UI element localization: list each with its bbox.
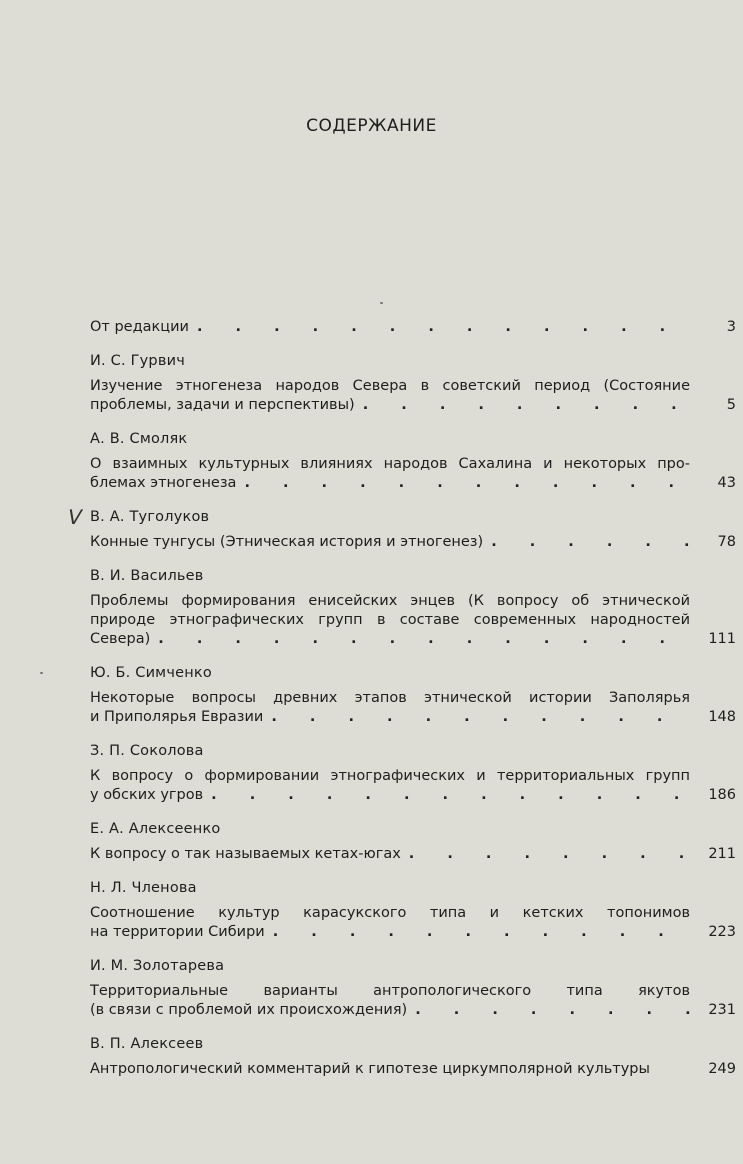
dot-leader	[271, 708, 690, 727]
page-number: 111	[708, 631, 736, 647]
toc-author: А. В. Смоляк	[90, 431, 188, 447]
toc-entry	[90, 665, 736, 727]
toc-title-last-line	[90, 1060, 690, 1079]
toc-title-text: (в связи с проблемой их происхождения)	[90, 1002, 408, 1018]
handwritten-checkmark: V	[65, 505, 85, 529]
page-number: 78	[717, 534, 736, 550]
toc-title-line: Изучение этногенеза народов Севера в советский период (Состояние	[90, 378, 690, 394]
page-number: 231	[708, 1002, 736, 1018]
toc-title-last-line	[90, 396, 690, 415]
toc-title-line: О взаимных культурных влияниях народов Сахалина и некоторых про-	[90, 456, 690, 472]
toc-article-title	[90, 533, 736, 552]
toc-author: И. С. Гурвич	[90, 353, 185, 369]
toc-title-text: Севера)	[90, 631, 151, 647]
page-number: 3	[726, 319, 736, 335]
toc-title-last-line	[90, 474, 690, 493]
toc-author: В. И. Васильев	[90, 568, 204, 584]
toc-author: Е. А. Алексеенко	[90, 821, 221, 837]
toc-title-text: От редакции	[90, 319, 189, 335]
toc-title-last-line	[90, 923, 690, 942]
toc-title-line: К вопросу о формировании этнографических и территориальных групп	[90, 768, 690, 784]
toc-title-last-line	[90, 1001, 690, 1020]
toc-article-title	[90, 982, 736, 1020]
page-title: СОДЕРЖАНИЕ	[306, 116, 437, 136]
toc-article-title	[90, 1060, 736, 1079]
toc-title-line: Территориальные варианты антропологического типа якутов	[90, 983, 690, 999]
toc-title-text: К вопросу о так называемых кетах-югах	[90, 846, 401, 862]
toc-title-last-line	[90, 845, 690, 864]
dot-leader	[491, 533, 690, 552]
dot-leader	[211, 786, 690, 805]
toc-title-text: Антропологический комментарий к гипотезе циркумполярной культуры	[90, 1061, 650, 1077]
toc-entry	[90, 318, 736, 337]
toc-author: Н. Л. Членова	[90, 880, 197, 896]
toc-article-title	[90, 377, 736, 415]
toc-article-title	[90, 689, 736, 727]
toc-author: В. П. Алексеев	[90, 1036, 204, 1052]
dot-leader	[409, 845, 690, 864]
toc-entry	[90, 509, 736, 552]
dot-leader	[244, 474, 690, 493]
toc-title-last-line	[90, 630, 690, 649]
dot-leader	[197, 318, 690, 337]
page-number: 223	[708, 924, 736, 940]
toc-entry	[90, 431, 736, 493]
page-number: 211	[708, 846, 736, 862]
dot-leader	[363, 396, 690, 415]
toc-title-last-line	[90, 708, 690, 727]
toc-title-text: и Приполярья Евразии	[90, 709, 264, 725]
toc-title-line: Соотношение культур карасукского типа и кетских топонимов	[90, 905, 690, 921]
toc-author: З. П. Соколова	[90, 743, 204, 759]
page-number: 148	[708, 709, 736, 725]
toc-title-line: Проблемы формирования енисейских энцев (К вопросу об этнической	[90, 593, 690, 609]
dot-leader	[273, 923, 690, 942]
toc-article-title	[90, 767, 736, 805]
toc-author: В. А. Туголуков	[90, 509, 210, 525]
page-number: 249	[708, 1061, 736, 1077]
toc-title-line: Некоторые вопросы древних этапов этнической истории Заполярья	[90, 690, 690, 706]
dot-leader	[158, 630, 690, 649]
paper-speck	[40, 672, 43, 674]
page-number: 5	[726, 397, 736, 413]
toc-article-title	[90, 592, 736, 649]
page-number: 186	[708, 787, 736, 803]
paper-speck	[380, 302, 383, 304]
toc-title-text: проблемы, задачи и перспективы)	[90, 397, 355, 413]
toc-title-text: на территории Сибири	[90, 924, 265, 940]
toc-title-line: природе этнографических групп в составе современных народностей	[90, 612, 690, 628]
toc-author: Ю. Б. Симченко	[90, 665, 212, 681]
toc-entry	[90, 743, 736, 805]
toc-article-title	[90, 318, 736, 337]
toc-article-title	[90, 455, 736, 493]
table-of-contents	[90, 318, 736, 1095]
toc-title-last-line	[90, 786, 690, 805]
toc-title-text: у обских угров	[90, 787, 204, 803]
toc-article-title	[90, 845, 736, 864]
toc-entry	[90, 880, 736, 942]
toc-title-text: Конные тунгусы (Этническая история и этногенез)	[90, 534, 484, 550]
toc-author: И. М. Золотарева	[90, 958, 225, 974]
toc-entry	[90, 958, 736, 1020]
page-number: 43	[717, 475, 736, 491]
toc-entry	[90, 821, 736, 864]
toc-title-last-line	[90, 318, 690, 337]
toc-title-last-line	[90, 533, 690, 552]
toc-entry	[90, 568, 736, 649]
toc-entry	[90, 1036, 736, 1079]
dot-leader	[415, 1001, 690, 1020]
toc-entry	[90, 353, 736, 415]
toc-title-text: блемах этногенеза	[90, 475, 237, 491]
toc-article-title	[90, 904, 736, 942]
